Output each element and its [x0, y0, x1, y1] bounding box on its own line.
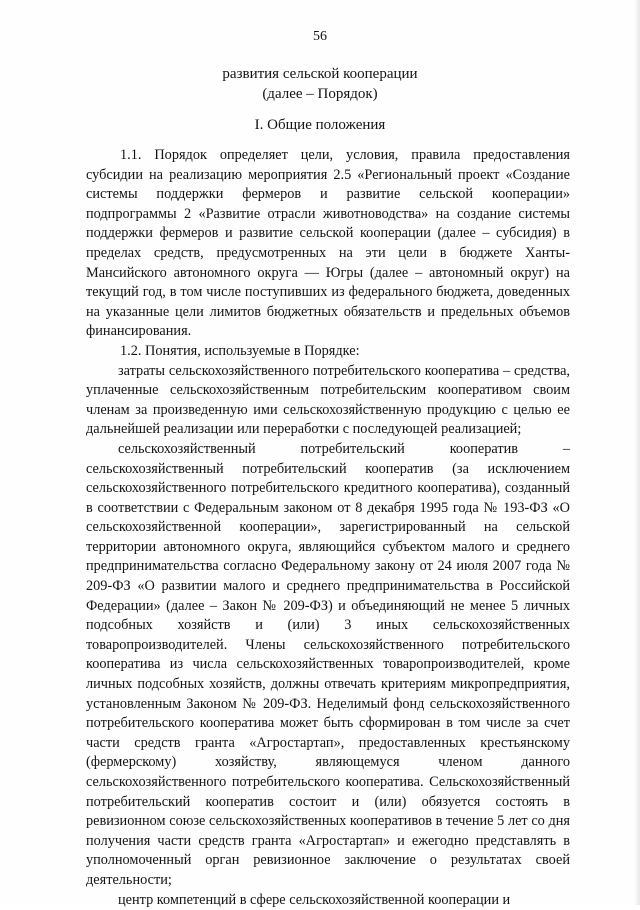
- document-heading: [0, 64, 640, 104]
- heading-line-1: развития сельской кооперации: [222, 66, 418, 82]
- paragraph-competence-center: центр компетенций в сфере сельскохозяйственной кооперации и: [118, 891, 511, 908]
- section-title: I. Общие положения: [254, 117, 386, 133]
- paragraph-1-2: 1.2. Понятия, используемые в Порядке:: [120, 342, 360, 359]
- paragraph-1-1: 1.1. Порядок определяет цели, условия, правила предоставления субсидии на реализацию мероприятия 2.5 «Региональный проект «Создание системы поддержки фермеров и развитие сельской кооперации» подпрограммы 2 «Развитие отрасли животноводства» на создание системы поддержки фермеров и развитие сельской кооперации (далее – субсидия) в пределах средств, предусмотренных на эти цели в бюджете Ханты-Мансийского автономного округа — Югры (далее – автономный округ) на текущий год, в том числе поступивших из федерального бюджета, доведенных на указанные цели лимитов бюджетных обязательств и предельных объемов финансирования.: [86, 147, 570, 340]
- paragraph-costs-definition: затраты сельскохозяйственного потребительского кооператива – средства, уплаченные сельскохозяйственным потребительским кооперативом своим членам за произведенную ими сельскохозяйственную продукцию с целью ее дальнейшей реализации или переработки с последующей реализацией;: [86, 362, 570, 438]
- scan-edge-shadow: [634, 0, 640, 905]
- document-body: [86, 146, 570, 910]
- page-number: 56: [313, 29, 327, 44]
- paragraph-cooperative-definition: сельскохозяйственный потребительский кооператив – сельскохозяйственный потребительский кооператив (за исключением сельскохозяйственного потребительского кредитного кооператива), созданный в соответствии с Федеральным законом от 8 декабря 1995 года № 193-ФЗ «О сельскохозяйственной кооперации», зарегистрированный на сельской территории автономного округа, являющийся субъектом малого и среднего предпринимательства согласно Федеральному закону от 24 июля 2007 года № 209-ФЗ «О развитии малого и среднего предпринимательства в Российской Федерации» (далее – Закон № 209-ФЗ) и объединяющий не менее 5 личных подсобных хозяйств и (или) 3 иных сельскохозяйственных товаропроизводителей. Члены сельскохозяйственного потребительского кооператива из числа сельскохозяйственных товаропроизводителей, кроме личных подсобных хозяйств, должны отвечать критериям микропредприятия, установленным Законом № 209-ФЗ. Неделимый фонд сельскохозяйственного потребительского кооператива может быть сформирован в том числе за счет части средств гранта «Агростартап», предоставленных крестьянскому (фермерскому) хозяйству, являющемуся членом данного сельскохозяйственного потребительского кооператива. Сельскохозяйственный потребительский кооператив состоит и (или) обязуется состоять в ревизионном союзе сельскохозяйственных кооперативов в течение 5 лет со дня получения части средств гранта «Агростартап» и ежегодно представлять в уполномоченный орган ревизионное заключение о результатах своей деятельности;: [86, 440, 570, 888]
- heading-line-2: (далее – Порядок): [262, 86, 378, 102]
